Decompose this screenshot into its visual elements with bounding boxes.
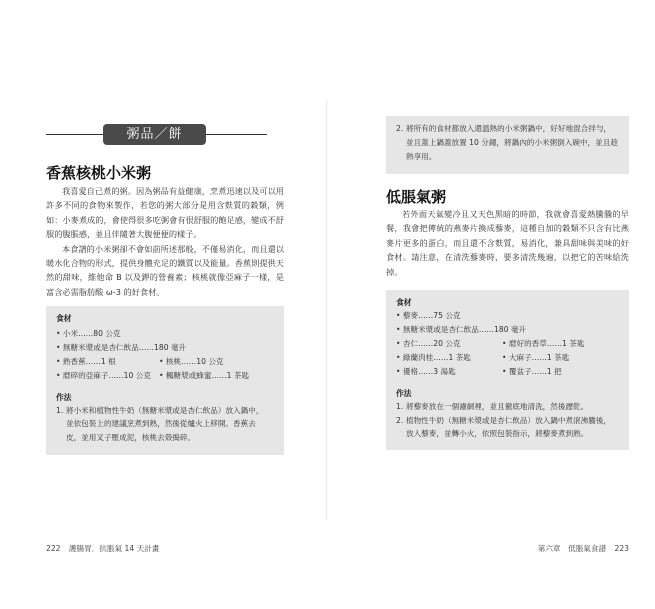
recipe-card [386,290,629,450]
ingredient-item: • 杏仁……20 公克 [396,339,461,348]
method-step [396,414,618,441]
ingredient-item: • 藜麥……75 公克 [396,311,461,320]
recipe-card [46,306,284,455]
chapter-title: 第六章 低脹氣食譜 [537,544,607,553]
ingredients-heading: 食材 [396,298,412,307]
intro-paragraph: 我喜愛自己煮的粥。因為粥品有益健康，烹煮迅速以及可以用許多不同的食物來製作，若您的粥大部分是用含麩質的穀類，例如：小麥煮成的，會使得很多吃粥會有很舒服的飽足感，變成不舒服的腹脹感，並且伴隨著大腹便便的樣子。 [46,186,284,240]
ingredient-item: • 熟香蕉……1 根 [56,357,116,366]
step-number: 2. [396,416,404,425]
ingredient-item: • 無糖米漿或是杏仁飲品……180 毫升 [396,325,527,334]
ingredient-item: • 無糖米漿或是杏仁飲品……180 毫升 [56,343,187,352]
page-footer [46,543,159,554]
step-number: 2. [396,124,404,133]
ingredients-heading: 食材 [56,314,72,323]
step-text: 將藜麥放在一個濾網裡，並且徹底地清洗，然後瀝乾。 [406,402,589,411]
recipe-title: 低脹氣粥 [386,188,447,206]
recipe-title: 香蕉核桃小米粥 [46,164,152,182]
method-heading: 作法 [396,389,412,398]
recipe-intro [386,207,629,279]
intro-paragraph: 若外面天氣變冷且又天色黑暗的時節，我就會喜愛熱騰騰的早餐，我會把傳統的燕麥片換成藜麥，這種自加的穀類不只含有比燕麥片更多的蛋白，而且還不含麩質，易消化，兼具甜味與美味的好食材。請注意，在清洗藜麥時，要多清洗幾遍，以把它的苦味給洗掉。 [386,209,629,277]
right-page [328,0,655,609]
method-heading: 作法 [56,393,72,402]
step-text: 將所有的食材都放入還溫熱的小米粥鍋中，好好地混合拌勻，並且蓋上鍋蓋放置 10 分鐘，將鍋內的小米粥倒入碗中，並且趁熱享用。 [406,124,618,162]
ingredient-item: • 覆盆子……1 把 [502,367,562,376]
ingredient-item: • 磨好的香草……1 茶匙 [502,339,585,348]
page-footer [538,543,629,554]
step-number: 1. [396,402,404,411]
ingredient-item: • 大麻子……1 茶匙 [502,353,570,362]
method-step [396,122,618,165]
step-text: 將小米和植物性牛奶（無糖米漿或是杏仁飲品）放入鍋中，並依包裝上的建議烹煮到熟，然後從爐火上移開。香蕉去皮，並用叉子壓成泥，核桃去殼搗碎。 [66,406,264,442]
page-number: 223 [614,544,629,553]
left-page [0,0,327,609]
method-step [396,400,618,413]
page-number: 222 [46,544,61,553]
ingredient-item: • 磨碎的亞麻子……10 公克 [56,371,151,380]
recipe-intro [46,184,284,299]
book-title: 護腸胃．抗脹氣 14 天計畫 [68,544,160,553]
step-number: 1. [56,406,64,415]
method-step [56,404,270,444]
ingredient-item: • 小米……80 公克 [56,329,121,338]
ingredient-item: • 優格……3 湯匙 [396,367,456,376]
ingredient-item: • 楓糖漿或蜂蜜……1 茶匙 [159,371,250,380]
chapter-banner: 粥品／餅 [103,124,206,145]
ingredient-item: • 綠蘭肉桂……1 茶匙 [396,353,471,362]
continued-method-card [386,116,629,174]
step-text: 植物性牛奶（無糖米漿或是杏仁飲品）放入鍋中煮滾沸騰後，放入藜麥，並轉小火，依照包裝指示，將藜麥煮到熟。 [406,416,612,439]
ingredient-item: • 核桃……10 公克 [159,357,224,366]
intro-paragraph: 本食譜的小米粥卻不會如前所述那般，不僅易消化，而且還以暖水化合物的形式，提供身體充足的鐵質以及能量。香蕉則提供天然的甜味，維他命 B 以及鉀的營養素；核桃就像亞麻子一樣，是富含必需脂肪酸 ω-3 的好食材。 [46,243,284,297]
